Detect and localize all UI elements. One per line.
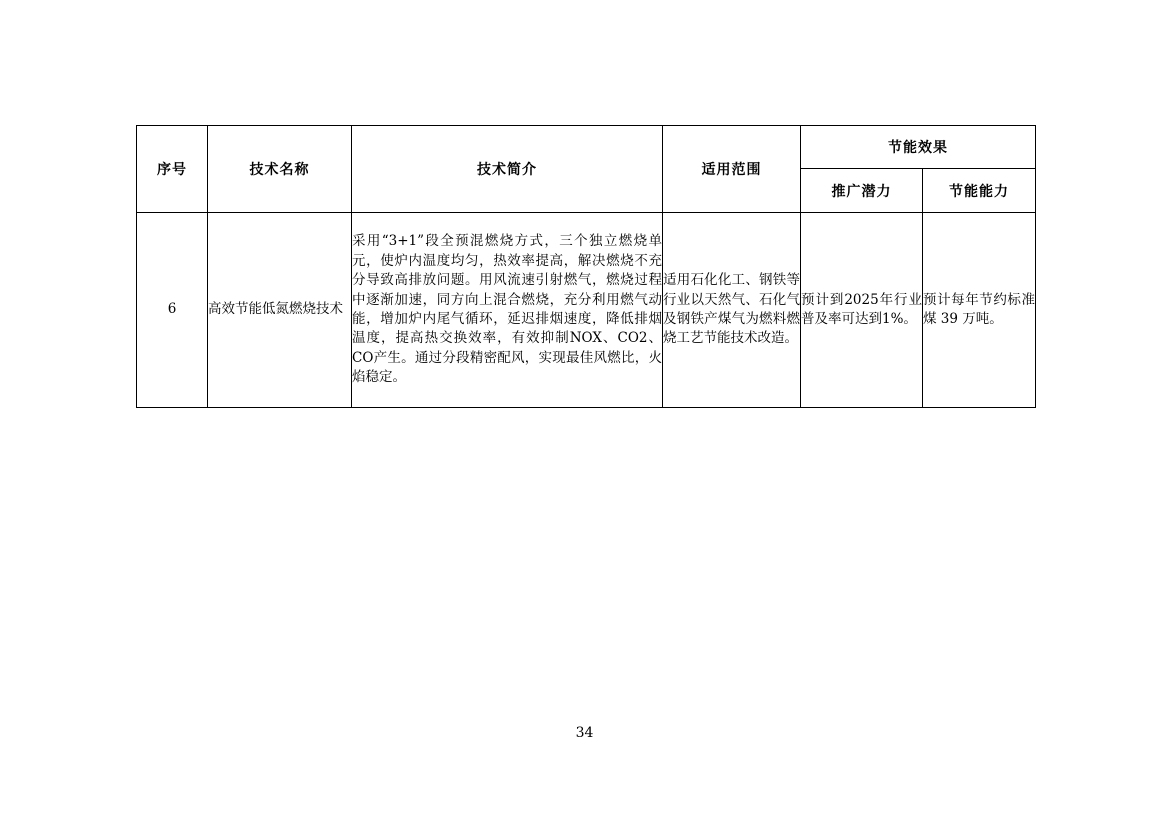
cell-tech-name: 高效节能低氮燃烧技术 [208,213,352,408]
header-tech-name: 技术名称 [208,126,352,213]
header-scope: 适用范围 [663,126,801,213]
cell-scope: 适用石化化工、钢铁等行业以天然气、石化气及钢铁产煤气为燃料燃烧工艺节能技术改造。 [663,213,801,408]
header-row-1 [137,126,1036,169]
cell-tech-description [352,213,663,408]
header-energy-saving-capacity: 节能能力 [923,169,1036,213]
header-promotion-potential: 推广潜力 [801,169,923,213]
table-row [137,213,1036,408]
cell-energy-saving-capacity: 预计每年节约标准煤 39 万吨。 [923,213,1036,408]
energy-saving-technology-table [136,125,1036,408]
cell-promotion-potential: 预计到2025年行业普及率可达到1%。 [801,213,923,408]
header-seq: 序号 [137,126,208,213]
cell-seq: 6 [137,213,208,408]
header-energy-saving-effect: 节能效果 [801,126,1036,169]
header-tech-description: 技术简介 [352,126,663,213]
page-number: 34 [575,725,594,741]
description-text: 采用“3+1”段全预混燃烧方式，三个独立燃烧单元，使炉内温度均匀，热效率提高，解决燃烧不充分导致高排放问题。用风流速引射燃气，燃烧过程中逐渐加速，同方向上混合燃烧，充分利用燃气动能，增加炉内尾气循环，延迟排烟速度，降低排烟温度，提高热交换效率，有效抑制NOX、CO2、CO产生。通过分段精密配风，实现最佳风燃比，火焰稳定。 [352,233,662,386]
